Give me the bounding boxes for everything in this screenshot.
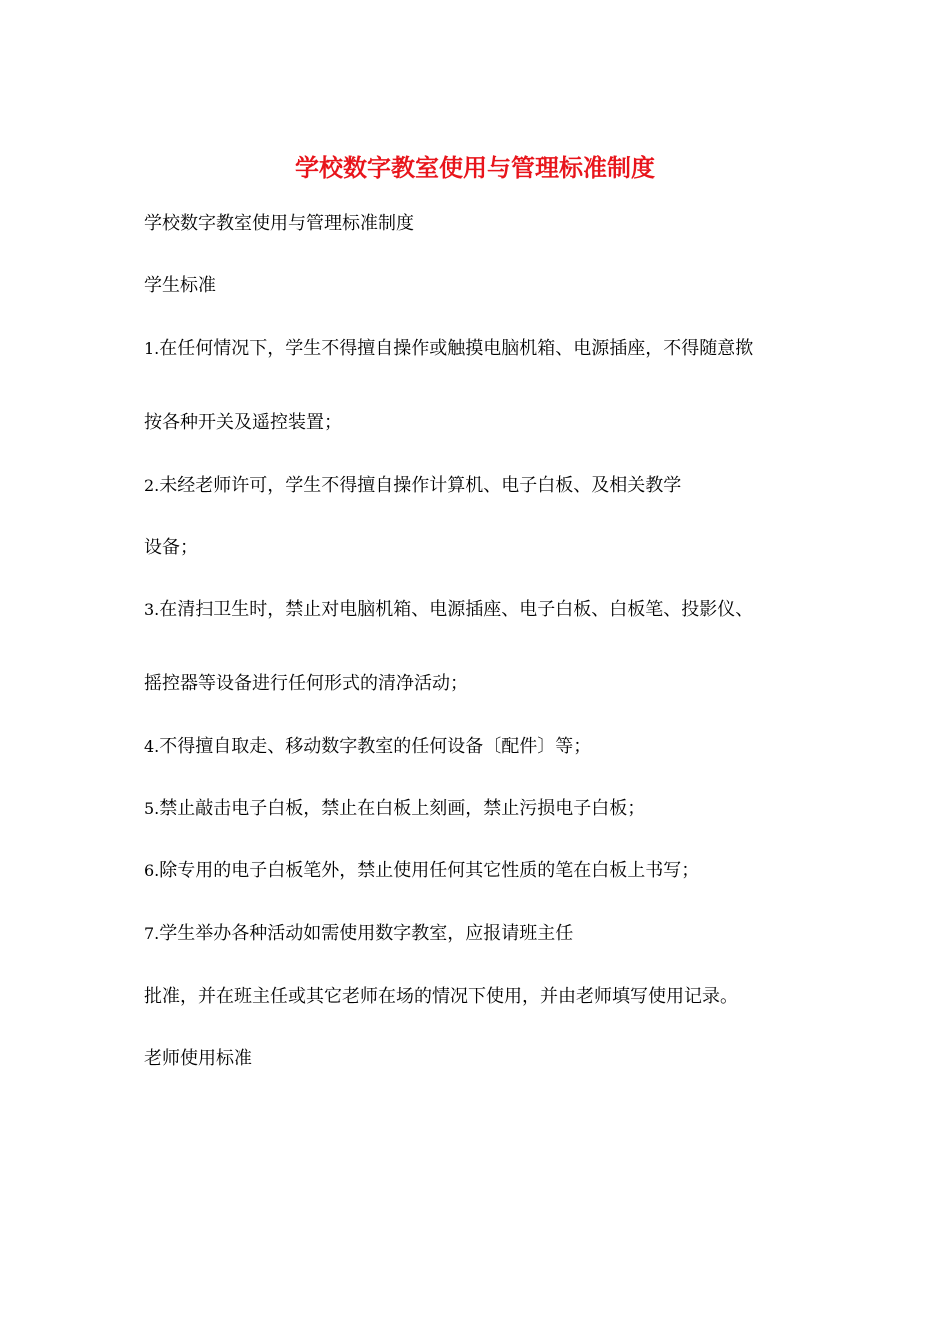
- list-item-7-continuation: 批准，并在班主任或其它老师在场的情况下使用，并由老师填写使用记录。: [144, 986, 738, 1007]
- item-number: 5.: [144, 799, 160, 818]
- list-item-5: [144, 794, 645, 824]
- list-item-1-continuation: 按各种开关及遥控装置；: [144, 412, 342, 433]
- document-subtitle: 学校数字教室使用与管理标准制度: [144, 213, 414, 234]
- item-number: 4.: [144, 737, 160, 756]
- list-item-2-continuation: 设备；: [144, 537, 198, 558]
- list-item-3: [144, 595, 753, 625]
- list-item-4: [144, 732, 591, 762]
- list-item-7: [144, 919, 573, 949]
- item-text: 学生举办各种活动如需使用数字教室，应报请班主任: [159, 923, 574, 944]
- document-title: 学校数字教室使用与管理标准制度: [295, 153, 655, 182]
- item-text: 不得擅自取走、移动数字教室的任何设备〔配件〕等；: [159, 736, 592, 757]
- item-number: 1.: [144, 339, 160, 358]
- list-item-2: [144, 471, 681, 501]
- item-number: 3.: [144, 600, 160, 619]
- item-text: 未经老师许可，学生不得擅自操作计算机、电子白板、及相关教学: [159, 475, 682, 496]
- item-text: 在任何情况下，学生不得擅自操作或触摸电脑机箱、电源插座，不得随意揿: [159, 338, 754, 359]
- list-item-6: [144, 856, 699, 886]
- item-text: 在清扫卫生时，禁止对电脑机箱、电源插座、电子白板、白板笔、投影仪、: [159, 599, 754, 620]
- item-text: 禁止敲击电子白板，禁止在白板上刻画，禁止污损电子白板；: [159, 798, 646, 819]
- item-number: 6.: [144, 861, 160, 880]
- item-number: 2.: [144, 476, 160, 495]
- item-number: 7.: [144, 924, 160, 943]
- list-item-3-continuation: 摇控器等设备进行任何形式的清净活动；: [144, 673, 468, 694]
- list-item-1: [144, 334, 753, 364]
- item-text: 除专用的电子白板笔外，禁止使用任何其它性质的笔在白板上书写；: [159, 860, 700, 881]
- student-section-heading: 学生标准: [144, 275, 216, 296]
- teacher-section-heading: 老师使用标准: [144, 1048, 252, 1069]
